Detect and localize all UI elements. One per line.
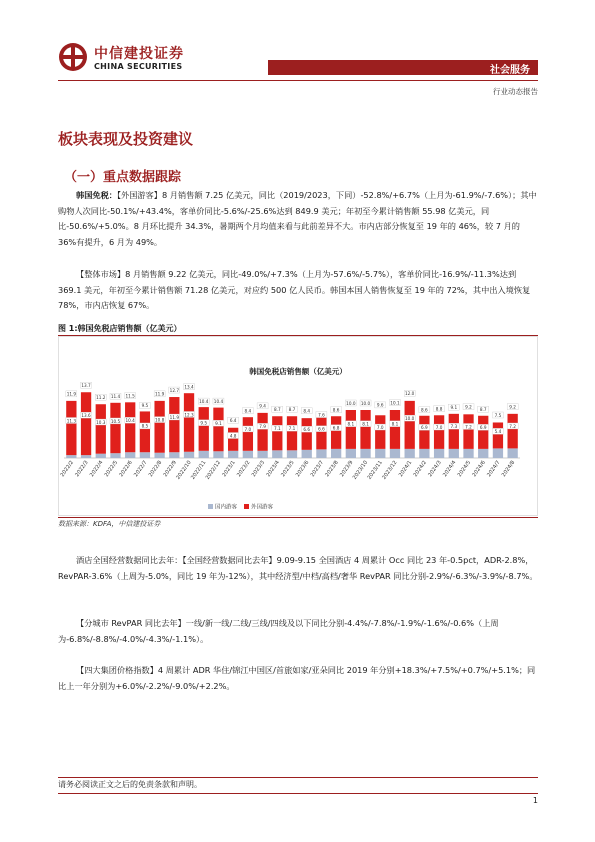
bar-domestic <box>493 448 503 458</box>
tick-label: 2024/3 <box>427 459 443 479</box>
bar-domestic <box>140 452 150 458</box>
data-label-total: 9.4 <box>259 403 266 409</box>
bar-foreign <box>66 401 76 455</box>
figure-source: 数据来源：KDFA，中信建投证券 <box>58 520 161 528</box>
bar-domestic <box>81 455 91 458</box>
tick-label: 2023/11 <box>366 459 384 481</box>
paragraph-hotel-groups: 【四大集团价格指数】4 周累计 ADR 华住/锦江中国区/首旅如家/亚朵同比 2019 年分别+18.3%/+7.5%/+0.7%/+5.1%；同比上一年分别为+6.0%/-2.2%/-9.0%/+2.2%。 <box>58 665 536 691</box>
bar-domestic <box>331 449 341 458</box>
bar-foreign <box>405 401 415 449</box>
bar-foreign <box>257 413 267 451</box>
tick-label: 2022/7 <box>133 459 149 479</box>
bar-foreign <box>390 410 400 449</box>
tick-label: 2022/5 <box>103 459 120 479</box>
data-label-total: 8.7 <box>273 407 281 413</box>
tick-label: 2022/11 <box>190 459 208 481</box>
data-label-total: 11.5 <box>125 393 135 399</box>
tick-label: 2023/9 <box>339 459 355 479</box>
bar-foreign <box>287 416 297 450</box>
tick-label: 2023/12 <box>381 459 399 481</box>
bar-domestic <box>434 449 444 458</box>
header-divider <box>58 80 538 81</box>
data-label-foreign: 10.8 <box>154 417 165 423</box>
data-label-foreign: 7.0 <box>376 424 384 430</box>
data-label-total: 11.2 <box>96 395 106 401</box>
data-label-total: 11.9 <box>154 391 165 397</box>
paragraph-label: 韩国免税： <box>76 190 117 200</box>
data-label-total: 10.4 <box>199 398 209 404</box>
data-label-foreign: 6.8 <box>332 425 340 431</box>
figure-caption: 图 1:韩国免税店销售额（亿美元） <box>58 324 182 333</box>
bar-foreign <box>419 416 429 449</box>
bar-foreign <box>493 422 503 448</box>
footer-divider-bottom <box>58 793 538 794</box>
tick-label: 2023/6 <box>294 459 311 479</box>
tick-label: 2023/3 <box>250 459 267 479</box>
data-label-foreign: 6.6 <box>303 426 311 432</box>
bar-foreign <box>316 418 326 450</box>
data-label-total: 10.1 <box>390 400 400 406</box>
data-label-total: 8.7 <box>288 407 296 413</box>
bar-foreign <box>346 410 356 449</box>
data-label-foreign: 6.6 <box>318 426 325 432</box>
bar-domestic <box>228 451 238 458</box>
bar-foreign <box>125 402 135 452</box>
data-label-foreign: 9.1 <box>215 420 222 426</box>
paragraph-hotel-national: 酒店全国经营数据同比去年：【全国经营数据同比去年】9.09-9.15 全国酒店 4 周累计 Occ 同比 23 年-0.5pct，ADR-2.8%，RevPAR-3.6%（上周为-5.0%，同比 19 年为-12%），其中经济型/中档/高档/奢华 RevPAR 同比分别-2.9%/-6.3%/-3.9%/-8.7%。 <box>58 555 538 581</box>
data-label-total: 6.4 <box>229 418 237 424</box>
data-label-foreign: 8.1 <box>362 421 369 427</box>
bar-domestic <box>110 453 120 458</box>
bar-domestic <box>213 451 223 458</box>
tick-label: 2023/7 <box>309 459 326 479</box>
tick-label: 2022/12 <box>204 459 223 481</box>
tick-label: 2022/2 <box>59 459 75 479</box>
data-label-total: 11.9 <box>66 391 77 397</box>
data-label-foreign: 7.2 <box>509 423 516 429</box>
bar-domestic <box>199 451 209 458</box>
data-label-foreign: 4.8 <box>229 433 237 439</box>
tick-label: 2022/9 <box>162 459 178 479</box>
page-number: 1 <box>532 796 538 805</box>
data-label-total: 8.6 <box>332 407 340 413</box>
bar-foreign <box>184 393 194 452</box>
data-label-total: 7.6 <box>318 412 325 418</box>
china-securities-logo-icon <box>58 42 88 72</box>
bar-domestic <box>272 450 282 458</box>
tick-label: 2024/4 <box>442 459 458 479</box>
bar-domestic <box>449 449 459 458</box>
logo-chinese-name: 中信建投证券 <box>94 46 184 62</box>
tick-label: 2024/1 <box>397 459 414 479</box>
data-label-foreign: 8.1 <box>347 421 355 427</box>
bar-domestic <box>478 449 488 458</box>
data-label-foreign: 11.9 <box>169 414 179 420</box>
data-label-foreign: 6.9 <box>421 425 428 431</box>
data-label-total: 9.2 <box>509 404 516 410</box>
tick-label: 2024/2 <box>412 459 429 479</box>
data-label-total: 11.4 <box>110 394 121 400</box>
data-label-foreign: 7.3 <box>450 423 458 429</box>
paragraph-body: 【外国游客】8 月销售额 7.25 亿美元，同比（2019/2023，下同）-52.8%/+6.7%（上月为-61.9%/-7.6%）；其中购物人次同比-50.1%/+43.4%，客单价同比-5.6%/-25.6%达到 849.9 美元；年初至今累计销售额 55.98 亿美元，同比-50.6%/+5.0%。8 月环比提升 34.3%，暑期两个月均值来看与此前差异不大。市内店部分恢复至 19 年的 46%，较 7 月的 36%有提升，6 月为 49%。 <box>58 190 537 247</box>
bar-foreign <box>213 408 223 452</box>
data-label-foreign: 7.9 <box>259 424 266 430</box>
chart-title: 韩国免税店销售额（亿美元） <box>249 367 347 376</box>
subsection-title: （一）重点数据跟踪 <box>64 170 182 185</box>
data-label-total: 12.7 <box>169 387 179 393</box>
bar-foreign <box>478 416 488 449</box>
tick-label: 2022/6 <box>118 459 134 479</box>
bar-foreign <box>507 414 517 449</box>
data-label-total: 9.1 <box>450 405 458 411</box>
bar-domestic <box>287 450 297 458</box>
data-label-foreign: 7.0 <box>244 426 252 432</box>
legend-label: 国内游客 <box>215 504 238 511</box>
data-label-total: 10.0 <box>360 400 371 406</box>
bar-foreign <box>375 415 385 449</box>
bar-domestic <box>316 449 326 458</box>
tick-label: 2022/3 <box>74 459 90 479</box>
bar-foreign <box>154 401 164 453</box>
logo-english-name: CHINA SECURITIES <box>94 62 183 71</box>
bar-foreign <box>302 418 312 450</box>
paragraph-overall-market: 【整体市场】8 月销售额 9.22 亿美元，同比-49.0%/+7.3%（上月为-57.6%/-5.7%），客单价同比-16.9%/-11.3%达到 369.1 美元，年初至今累计销售额 71.28 亿美元，对应约 500 亿人民币。韩国本国人销售恢复至 19 年的 72%，其中出入境恢复 78%，市内店恢复 67%。 <box>58 269 531 310</box>
bar-foreign <box>272 416 282 450</box>
data-label-total: 8.4 <box>303 408 311 414</box>
bar-foreign <box>228 428 238 451</box>
data-label-foreign: 7.2 <box>465 424 472 430</box>
data-label-foreign: 12.3 <box>184 412 194 418</box>
tick-label: 2024/7 <box>486 459 502 479</box>
bar-foreign <box>243 417 253 451</box>
data-label-total: 9.2 <box>465 404 472 410</box>
data-label-total: 8.8 <box>435 406 443 412</box>
data-label-foreign: 10.0 <box>405 415 415 421</box>
data-label-foreign: 13.6 <box>81 412 91 418</box>
tick-label: 2023/8 <box>324 459 340 479</box>
bar-foreign <box>463 414 473 449</box>
bar-domestic <box>405 449 415 458</box>
data-label-foreign: 11.3 <box>66 418 77 424</box>
bar-domestic <box>243 451 253 458</box>
data-label-total: 9.5 <box>141 403 149 409</box>
section-title: 板块表现及投资建议 <box>58 130 194 148</box>
data-label-foreign: 10.5 <box>110 418 121 424</box>
paragraph-hotel-city: 【分城市 RevPAR 同比去年】一线/新一线/二线/三线/四线及以下同比分别-4.4%/-7.8%/-1.9%/-1.6%/-0.6%（上周为-6.8%/-8.8%/-4.0%/-4.3%/-1.1%）。 <box>58 618 499 644</box>
bar-domestic <box>125 452 135 458</box>
data-label-total: 8.4 <box>244 408 252 414</box>
bar-domestic <box>169 452 179 458</box>
tick-label: 2024/8 <box>500 459 517 479</box>
bar-foreign <box>140 411 150 452</box>
tick-label: 2023/4 <box>265 459 281 479</box>
bar-foreign <box>169 397 179 452</box>
bar-domestic <box>154 453 164 458</box>
legend-label: 外国游客 <box>251 504 274 511</box>
tick-label: 2024/5 <box>456 459 473 479</box>
data-label-total: 8.7 <box>479 407 487 413</box>
data-label-total: 7.5 <box>494 412 502 418</box>
disclaimer: 请务必阅读正文之后的免责条款和声明。 <box>58 780 202 789</box>
bar-foreign <box>81 392 91 455</box>
data-label-total: 13.7 <box>81 383 91 389</box>
data-label-foreign: 7.1 <box>273 425 281 431</box>
tick-label: 2022/10 <box>175 459 193 481</box>
data-label-foreign: 8.1 <box>391 421 399 427</box>
bar-domestic <box>184 452 194 458</box>
data-label-foreign: 9.5 <box>200 420 208 426</box>
tick-label: 2022/8 <box>147 459 164 479</box>
legend-swatch <box>208 504 213 509</box>
bar-domestic <box>360 449 370 458</box>
company-logo <box>58 42 198 80</box>
bar-domestic <box>346 449 356 458</box>
bar-domestic <box>96 454 106 458</box>
bar-domestic <box>302 450 312 458</box>
data-label-total: 10.0 <box>346 400 356 406</box>
figure-bottom-rule <box>58 517 538 518</box>
bar-domestic <box>390 449 400 458</box>
bar-domestic <box>507 448 517 458</box>
data-label-total: 10.4 <box>213 398 224 404</box>
sector-banner <box>268 60 538 75</box>
data-label-foreign: 10.3 <box>96 419 106 425</box>
data-label-foreign: 8.5 <box>141 423 149 429</box>
data-label-foreign: 5.4 <box>494 429 502 435</box>
tick-label: 2023/2 <box>236 459 252 479</box>
data-label-foreign: 6.9 <box>479 425 487 431</box>
data-label-total: 9.6 <box>376 402 384 408</box>
footer-divider <box>58 777 538 778</box>
tick-label: 2022/4 <box>89 459 105 479</box>
data-label-total: 13.4 <box>184 384 194 390</box>
bar-foreign <box>360 410 370 449</box>
duty-free-sales-chart <box>58 336 538 516</box>
legend-swatch <box>244 504 249 509</box>
sector-label: 社会服务 <box>490 65 530 76</box>
bar-domestic <box>257 451 267 458</box>
data-label-total: 8.6 <box>421 407 428 413</box>
data-label-total: 12.0 <box>405 391 415 397</box>
tick-label: 2023/5 <box>280 459 296 479</box>
bar-foreign <box>331 416 341 449</box>
paragraph-korea-duty-free <box>58 188 538 250</box>
bar-foreign <box>434 415 444 449</box>
bar-foreign <box>110 403 120 453</box>
tick-label: 2023/10 <box>351 459 370 481</box>
bar-foreign <box>449 414 459 449</box>
tick-label: 2023/1 <box>221 459 237 479</box>
tick-label: 2024/6 <box>471 459 487 479</box>
data-label-foreign: 7.0 <box>435 424 443 430</box>
bar-domestic <box>375 449 385 458</box>
data-label-foreign: 7.1 <box>288 425 296 431</box>
report-type: 行业动态报告 <box>493 87 538 96</box>
bar-domestic <box>463 449 473 458</box>
bar-domestic <box>419 449 429 458</box>
bar-foreign <box>199 407 209 451</box>
bar-domestic <box>66 455 76 458</box>
bar-foreign <box>96 404 106 453</box>
data-label-foreign: 10.4 <box>125 418 135 424</box>
